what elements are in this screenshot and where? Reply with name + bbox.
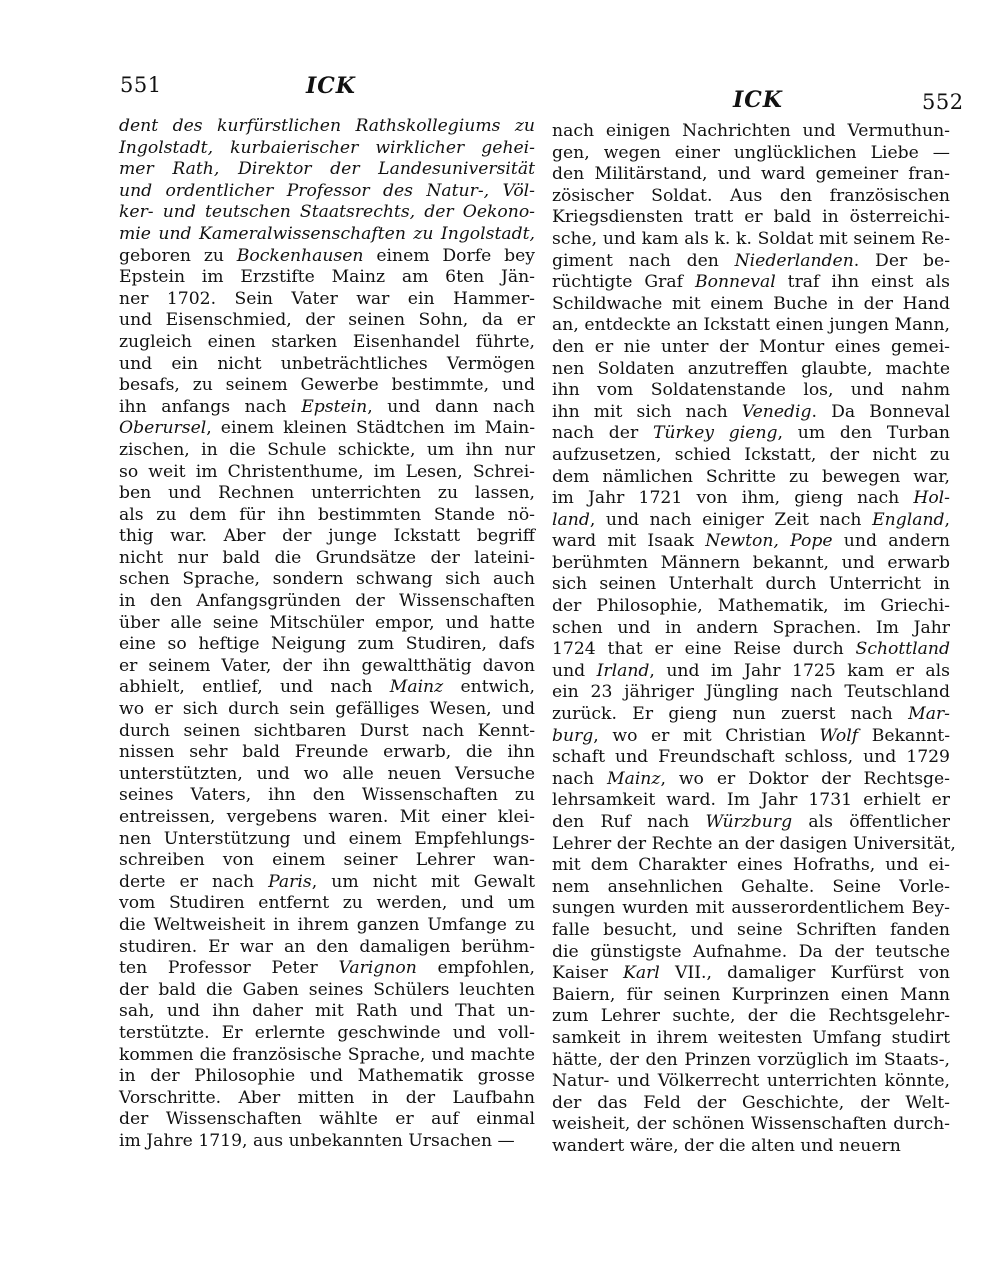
text-line [119,224,535,246]
text-line [119,397,535,419]
text-run: ihn anfangs nach [119,396,302,417]
left-text-column [119,116,535,1153]
text-run: und andern [832,531,950,552]
text-line [552,251,950,273]
text-run: so weit im Christenthume, im Lesen, Schrei- [119,461,535,482]
text-line [552,1114,950,1136]
text-run: nicht nur bald die Grundsätze der lateini- [119,547,535,568]
text-line [119,462,535,484]
italic-text: land [552,509,590,530]
text-run: , um den Turban [777,423,950,444]
text-line [552,229,950,251]
text-run: durch seinen sichtbaren Durst nach Kennt- [119,720,535,741]
text-run: unterstützten, und wo alle neuen Versuche [119,763,535,784]
text-line [119,1088,535,1110]
text-line [552,121,950,143]
running-head-left: ICK [306,73,356,99]
text-line [552,1136,950,1158]
text-run: weisheit, der schönen Wissenschaften durch- [552,1114,950,1135]
italic-text: Würzburg [705,812,793,832]
text-line [552,833,956,856]
text-line [119,980,535,1002]
text-run: nach der [552,423,653,444]
text-run: der Wissenschaften wählte er auf einmal [119,1109,535,1130]
text-line [119,1023,535,1045]
text-run: , und nach einiger Zeit nach [589,509,873,530]
text-run: Kaiser [552,963,623,984]
text-run: geboren zu [119,245,237,266]
text-run: zösischer Soldat. Aus den französischen [552,185,950,206]
text-line [552,272,950,294]
text-run: die Weltweisheit in ihrem ganzen Umfange zu [119,914,535,935]
italic-text: und ordentlicher Professor des Natur-, Völ- [119,180,535,201]
text-run: zugleich einen starken Eisenhandel führte, [119,331,535,352]
text-run: lehrsamkeit ward. Im Jahr 1731 erhielt er [552,790,950,811]
text-run: terstützte. Er erlernte geschwinde und voll- [119,1022,535,1043]
text-line [552,812,950,834]
text-line [119,656,535,678]
text-run: , wo er mit Christian [593,725,820,746]
italic-text: Hol- [913,488,950,509]
text-line [119,440,535,462]
text-run: Lehrer der Rechte an der dasigen Universität, [552,833,956,854]
text-run: einem Dorfe bey [363,245,535,266]
text-line [119,246,535,268]
text-run: , [944,509,950,530]
text-run: ihn mit sich nach [552,401,742,422]
text-run: , einem kleinen Städtchen im Main- [206,418,535,439]
text-line [119,354,535,376]
text-run: falle besucht, und seine Schriften fanden [552,919,950,940]
italic-text: Varignon [338,958,417,979]
text-line [119,764,535,786]
text-line [119,915,535,937]
text-run: Bekannt- [858,725,951,746]
text-run: Schildwache mit einem Buche in der Hand [552,293,950,314]
text-line [119,1131,535,1153]
text-run: Epstein im Erzstifte Mainz am 6ten Jän- [119,267,535,288]
text-line [119,267,535,289]
text-line [552,747,950,769]
text-line [119,1001,535,1023]
text-line [119,418,535,440]
text-line [119,893,535,915]
text-line [552,661,950,683]
text-line [119,505,535,527]
text-line [552,186,950,208]
text-line [552,704,950,726]
text-line [119,310,535,332]
text-line [552,488,950,510]
text-run: . Der be- [853,250,951,271]
text-run: sah, und ihn daher mit Rath und That un- [119,1001,535,1022]
text-run: ner 1702. Sein Vater war ein Hammer- [119,288,535,309]
text-line [552,337,950,359]
text-run: Baiern, für seinen Kurprinzen einen Mann [552,984,950,1005]
text-run: im Jahr 1721 von ihm, gieng nach [552,488,914,509]
text-line [119,613,535,635]
text-line [119,721,535,743]
italic-text: Türkey gieng [652,423,778,444]
text-line [119,958,535,980]
text-run: besafs, zu seinem Gewerbe bestimmte, und [119,375,535,396]
text-line [552,985,950,1007]
text-line [552,510,950,532]
text-run: traf ihn einst als [775,272,950,293]
text-line [552,1071,950,1093]
text-line [119,548,535,570]
text-run: zischen, in die Schule schickte, um ihn nur [119,439,535,460]
text-run: wandert wäre, der die alten und neuern [552,1135,901,1156]
text-run: den er nie unter der Montur eines gemei- [552,336,950,357]
text-run: an, entdeckte an Ickstatt einen jungen Mann, [552,315,950,336]
text-line [552,1028,950,1050]
text-run: Natur- und Völkerrecht unterrichten könnte, [552,1071,950,1092]
text-run: ein 23 jähriger Jüngling nach Teutschland [552,682,950,703]
text-run: und ein nicht unbeträchtliches Vermögen [119,353,535,374]
text-run: kommen die französische Sprache, und machte [119,1044,535,1065]
italic-text: Oberursel [119,418,207,439]
text-line [119,526,535,548]
text-run: abhielt, entlief, und nach [119,677,390,698]
text-line [552,207,950,229]
text-run: den Militärstand, und ward gemeiner fran- [552,164,950,185]
text-line [552,682,950,704]
italic-text: Karl [623,963,660,984]
text-line [552,359,950,381]
text-line [119,159,535,181]
text-run: hätte, der den Prinzen vorzüglich im Staats-, [552,1049,950,1070]
text-run: nen Unterstützung und einem Empfehlungs- [119,828,535,849]
text-line [552,920,950,942]
text-line [119,138,535,160]
text-line [119,483,535,505]
text-run: die günstigste Aufnahme. Da der teutsche [552,941,950,962]
text-line [552,639,950,661]
text-run: Vorschritte. Aber mitten in der Laufbahn [119,1087,535,1108]
text-run: sich seinen Unterhalt durch Unterricht in [552,574,950,595]
text-run: nen Soldaten anzutreffen glaubte, machte [552,358,950,379]
text-run: und Eisenschmied, der seinen Sohn, da er [119,310,535,331]
italic-text: Irland [596,660,650,681]
text-line [552,402,950,424]
text-line [119,850,535,872]
text-run: in der Philosophie und Mathematik grosse [119,1066,535,1087]
text-line [552,467,950,489]
text-run: dem nämlichen Schritte zu bewegen war, [552,466,950,487]
text-line [552,618,950,640]
text-line [119,807,535,829]
text-line [552,898,950,920]
text-run: gen, wegen einer unglücklichen Liebe — [552,142,950,163]
text-line [119,742,535,764]
italic-text: Niederlanden [734,250,854,271]
text-run: zum Lehrer suchte, der die Rechtsgelehr- [552,1006,950,1027]
text-run: , und im Jahr 1725 kam er als [649,660,950,681]
text-run: der Philosophie, Mathematik, im Griechi- [552,596,950,617]
right-text-column [552,121,956,1158]
text-line [119,785,535,807]
text-run: eine so heftige Neigung zum Studiren, dafs [119,634,535,655]
text-run: samkeit in ihrem weitesten Umfang studirt [552,1027,950,1048]
italic-text: Bonneval [694,272,776,293]
text-line [552,143,950,165]
page-number-left: 551 [120,73,162,97]
text-line [119,1109,535,1131]
text-run: 1724 that er eine Reise durch [552,639,856,660]
text-line [119,634,535,656]
text-line [552,553,950,575]
running-head-right: ICK [733,87,783,113]
text-run: . Da Bonneval [811,401,950,422]
text-line [552,1050,950,1072]
text-line [119,872,535,894]
text-line [552,380,950,402]
text-run: ben und Rechnen unterrichten zu lassen, [119,483,535,504]
text-run: zurück. Er gieng nun zuerst nach [552,704,909,725]
text-line [552,531,950,553]
text-run: , wo er Doktor der Rechtsge- [660,768,950,789]
text-line [552,315,950,337]
italic-text: Schottland [855,639,950,660]
text-line [552,769,950,791]
text-run: in den Anfangsgründen der Wissenschaften [119,591,535,612]
italic-text: Wolf [819,725,859,746]
italic-text: Mar- [908,704,950,725]
text-run: den Ruf nach [552,812,706,832]
text-run: ten Professor Peter [119,958,339,979]
text-run: schaft und Freundschaft schloss, und 1729 [552,747,950,768]
text-run: VII., damaliger Kurfürst von [659,963,950,984]
italic-text: Paris [268,871,312,892]
text-line [119,1045,535,1067]
text-run: nissen sehr bald Freunde erwarb, die ihn [119,742,535,763]
text-run: nach [552,768,607,789]
text-run: der das Feld der Geschichte, der Welt- [552,1092,950,1113]
text-run: sungen wurden mit ausserordentlichem Bey- [552,898,950,919]
text-line [119,332,535,354]
text-line [552,726,950,748]
text-line [119,569,535,591]
italic-text: mie und Kameralwissenschaften zu Ingolstadt, [119,223,535,244]
italic-text: Venedig [741,401,812,422]
text-line [552,1006,950,1028]
text-run: als zu dem für ihn bestimmten Stande nö- [119,504,535,525]
text-run: entwich, [443,677,535,698]
text-run: nem ansehnlichen Gehalte. Seine Vorle- [552,876,950,897]
text-line [119,937,535,959]
text-line [119,591,535,613]
text-line [552,164,950,186]
text-run: wo er sich durch sein gefälliges Wesen, und [119,699,535,720]
text-line [552,963,950,985]
text-run: im Jahre 1719, aus unbekannten Ursachen — [119,1130,515,1151]
italic-text: ker- und teutschen Staatsrechts, der Oekono- [119,202,535,223]
italic-text: Bockenhausen [236,245,364,266]
text-run: er seinem Vater, der ihn gewaltthätig davon [119,655,535,676]
italic-text: Mainz [606,768,661,789]
text-run: thig war. Aber der junge Ickstatt begriff [119,526,535,547]
italic-text: Ingolstadt, kurbaierischer wirklicher gehei- [119,137,535,158]
italic-text: Mainz [389,677,444,698]
text-line [552,942,950,964]
text-run: berühmten Männern bekannt, und erwarb [552,552,950,573]
text-run: empfohlen, [416,958,535,979]
text-line [552,855,950,877]
text-line [552,574,950,596]
text-run: rüchtigte Graf [552,272,695,293]
text-run: , und dann nach [367,396,535,417]
italic-text: mer Rath, Direktor der Landesuniversität [119,159,535,180]
text-line [119,829,535,851]
text-line [119,289,535,311]
text-run: ward mit Isaak [552,531,706,552]
italic-text: England [872,509,945,530]
page-number-right: 552 [922,90,964,114]
text-run: studiren. Er war an den damaligen berühm- [119,936,535,957]
text-line [552,877,950,899]
text-line [119,375,535,397]
text-line [552,445,950,467]
text-line [119,677,535,699]
text-run: vom Studiren entfernt zu werden, und um [119,893,535,914]
text-line [119,181,535,203]
text-line [552,790,950,812]
italic-text: Epstein [301,396,368,417]
text-line [552,423,950,445]
text-run: entreissen, vergebens waren. Mit einer klei- [119,807,535,827]
text-run: derte er nach [119,871,269,892]
text-line [552,1093,950,1115]
text-run: aufzusetzen, schied Ickstatt, der nicht zu [552,444,950,465]
text-line [119,116,535,138]
text-run: als öffentlicher [792,812,950,832]
text-run: giment nach den [552,250,735,271]
text-line [119,1066,535,1088]
text-run: der bald die Gaben seines Schülers leuchten [119,979,535,1000]
text-run: sche, und kam als k. k. Soldat mit seinem Re- [552,228,950,249]
text-run: mit dem Charakter eines Hofraths, und ei- [552,855,950,876]
italic-text: Newton, Pope [705,531,833,552]
text-run: nach einigen Nachrichten und Vermuthun- [552,121,950,141]
text-line [552,294,950,316]
text-run: seines Vaters, ihn den Wissenschaften zu [119,785,535,806]
italic-text: burg [552,725,594,746]
text-run: ihn vom Soldatenstande los, und nahm [552,380,950,401]
text-run: über alle seine Mitschüler empor, und hatte [119,612,535,633]
text-run: und [552,660,597,681]
text-run: schen und in andern Sprachen. Im Jahr [552,617,950,638]
text-run: schen Sprache, sondern schwang sich auch [119,569,535,590]
text-run: schreiben von einem seiner Lehrer wan- [119,850,535,871]
text-run: , um nicht mit Gewalt [311,871,535,892]
text-line [119,699,535,721]
text-run: Kriegsdiensten tratt er bald in österreichi- [552,207,950,228]
italic-text: dent des kurfürstlichen Rathskollegiums zu [119,116,535,136]
text-line [119,202,535,224]
text-line [552,596,950,618]
